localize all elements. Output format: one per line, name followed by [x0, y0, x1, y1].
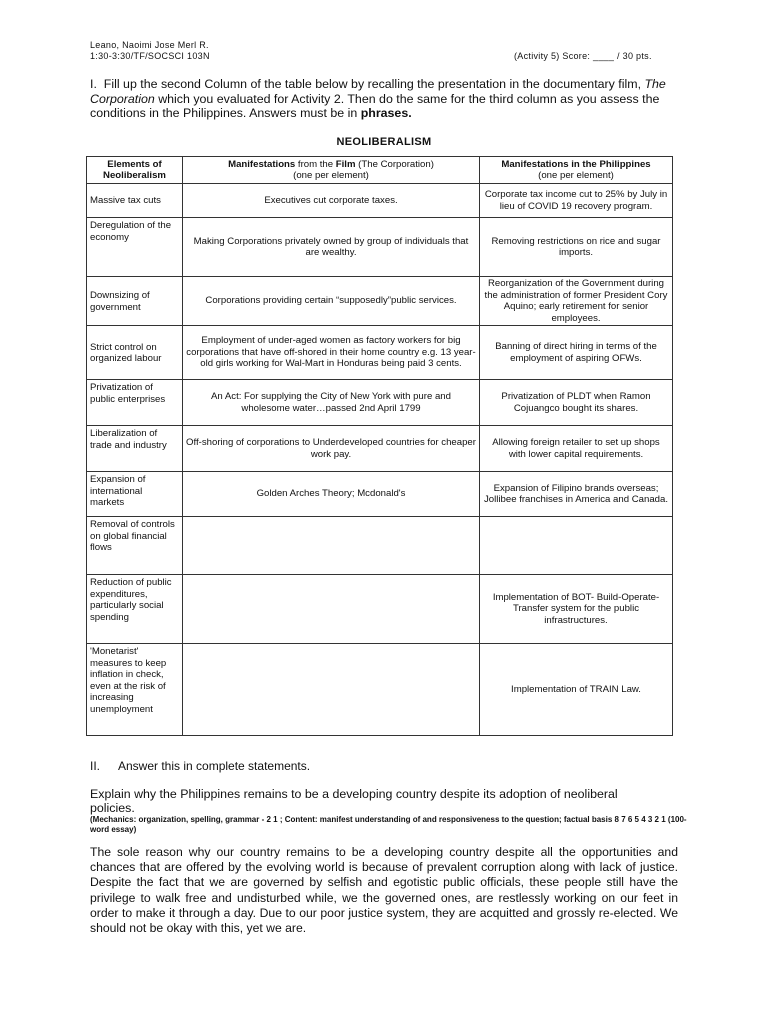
table-row — [87, 184, 673, 218]
element-cell: Massive tax cuts — [87, 184, 183, 218]
film-cell: Executives cut corporate taxes. — [183, 184, 480, 218]
element-cell: Liberalization of trade and industry — [87, 426, 183, 472]
element-cell: Reduction of public expenditures, particularly social spending — [87, 575, 183, 644]
philippines-cell: Implementation of TRAIN Law. — [480, 644, 673, 736]
neoliberalism-table — [86, 156, 673, 736]
table-row — [87, 426, 673, 472]
part1-instructions — [90, 77, 680, 121]
philippines-cell: Implementation of BOT- Build-Operate-Transfer system for the public infrastructures. — [480, 575, 673, 644]
part2-heading — [90, 759, 310, 773]
instructions-emphasis: phrases. — [360, 106, 412, 120]
film-title: The Corporation — [90, 77, 666, 106]
element-cell: Deregulation of the economy — [87, 218, 183, 277]
col-header-philippines: Manifestations in the Philippines (one per element) — [480, 157, 673, 184]
philippines-cell: Corporate tax income cut to 25% by July in lieu of COVID 19 recovery program. — [480, 184, 673, 218]
table-title: NEOLIBERALISM — [336, 136, 432, 148]
class-section: 1:30-3:30/TF/SOCSCI 103N — [90, 51, 210, 61]
table-row — [87, 644, 673, 736]
col-header-elements: Elements of Neoliberalism — [87, 157, 183, 184]
film-cell: Employment of under-aged women as factory workers for big corporations that have off-shored in their home country e.g. 13 year-old girls working for Wal-Mart in Honduras being paid 3 cents. — [183, 326, 480, 380]
philippines-cell — [480, 517, 673, 575]
film-cell: Corporations providing certain “supposedly”public services. — [183, 277, 480, 326]
table-header-row — [87, 157, 673, 184]
film-cell — [183, 575, 480, 644]
philippines-cell: Removing restrictions on rice and sugar imports. — [480, 218, 673, 277]
film-cell: An Act: For supplying the City of New York with pure and wholesome water…passed 2nd April 1799 — [183, 380, 480, 426]
score-line: (Activity 5) Score: ____ / 30 pts. — [514, 51, 652, 61]
part1-number: I. — [90, 77, 97, 91]
grading-rubric: (Mechanics: organization, spelling, grammar - 2 1 ; Content: manifest understanding of and responsiveness to the question; factual basis 8 7 6 5 4 3 2 1 (100-word essay) — [90, 815, 687, 834]
philippines-cell: Expansion of Filipino brands overseas; Jollibee franchises in America and Canada. — [480, 472, 673, 517]
film-cell — [183, 517, 480, 575]
element-cell: Strict control on organized labour — [87, 326, 183, 380]
table-row — [87, 380, 673, 426]
element-cell: Privatization of public enterprises — [87, 380, 183, 426]
essay-answer: The sole reason why our country remains to be a developing country despite all the opportunities and chances that are offered by the evolving world is because of prevalent corruption along with lack of justice. Despite the fact that we are governed by selfish and egotistic public officials, these people still have the privilege to walk free and undisturbed while, we the governed ones, are restlessly working on our feet in order to make it through a day. Due to our poor justice system, they are acquitted and grossly re-elected. We should not be okay with this, yet we are. — [90, 845, 678, 936]
col-header-film: Manifestations from the Film (The Corporation) (one per element) — [183, 157, 480, 184]
element-cell: Expansion of international markets — [87, 472, 183, 517]
part2-label: Answer this in complete statements. — [118, 759, 311, 773]
instructions-text-1: Fill up the second Column of the table below by recalling the presentation in the documentary film, — [103, 77, 645, 91]
instructions-text-2: which you evaluated for Activity 2. Then do the same for the third column as you assess the conditions in the Philippines. Answers must be in — [90, 91, 660, 120]
philippines-cell: Reorganization of the Government during the administration of former President Cory Aquino; early retirement for senior employees. — [480, 277, 673, 326]
table-row — [87, 472, 673, 517]
philippines-cell: Banning of direct hiring in terms of the employment of aspiring OFWs. — [480, 326, 673, 380]
part2-number: II. — [90, 759, 101, 773]
film-cell — [183, 644, 480, 736]
table-row — [87, 277, 673, 326]
element-cell: Removal of controls on global financial flows — [87, 517, 183, 575]
element-cell: Downsizing of government — [87, 277, 183, 326]
table-row — [87, 326, 673, 380]
student-name: Leano, Naoimi Jose Merl R. — [90, 40, 209, 50]
essay-question: Explain why the Philippines remains to be a developing country despite its adoption of neoliberal policies. — [90, 787, 618, 815]
table-row — [87, 575, 673, 644]
film-cell: Making Corporations privately owned by group of individuals that are wealthy. — [183, 218, 480, 277]
table-row — [87, 218, 673, 277]
philippines-cell: Privatization of PLDT when Ramon Cojuangco bought its shares. — [480, 380, 673, 426]
element-cell: 'Monetarist' measures to keep inflation in check, even at the risk of increasing unemployment — [87, 644, 183, 736]
film-cell: Golden Arches Theory; Mcdonald's — [183, 472, 480, 517]
table-row — [87, 517, 673, 575]
philippines-cell: Allowing foreign retailer to set up shops with lower capital requirements. — [480, 426, 673, 472]
film-cell: Off-shoring of corporations to Underdeveloped countries for cheaper work pay. — [183, 426, 480, 472]
